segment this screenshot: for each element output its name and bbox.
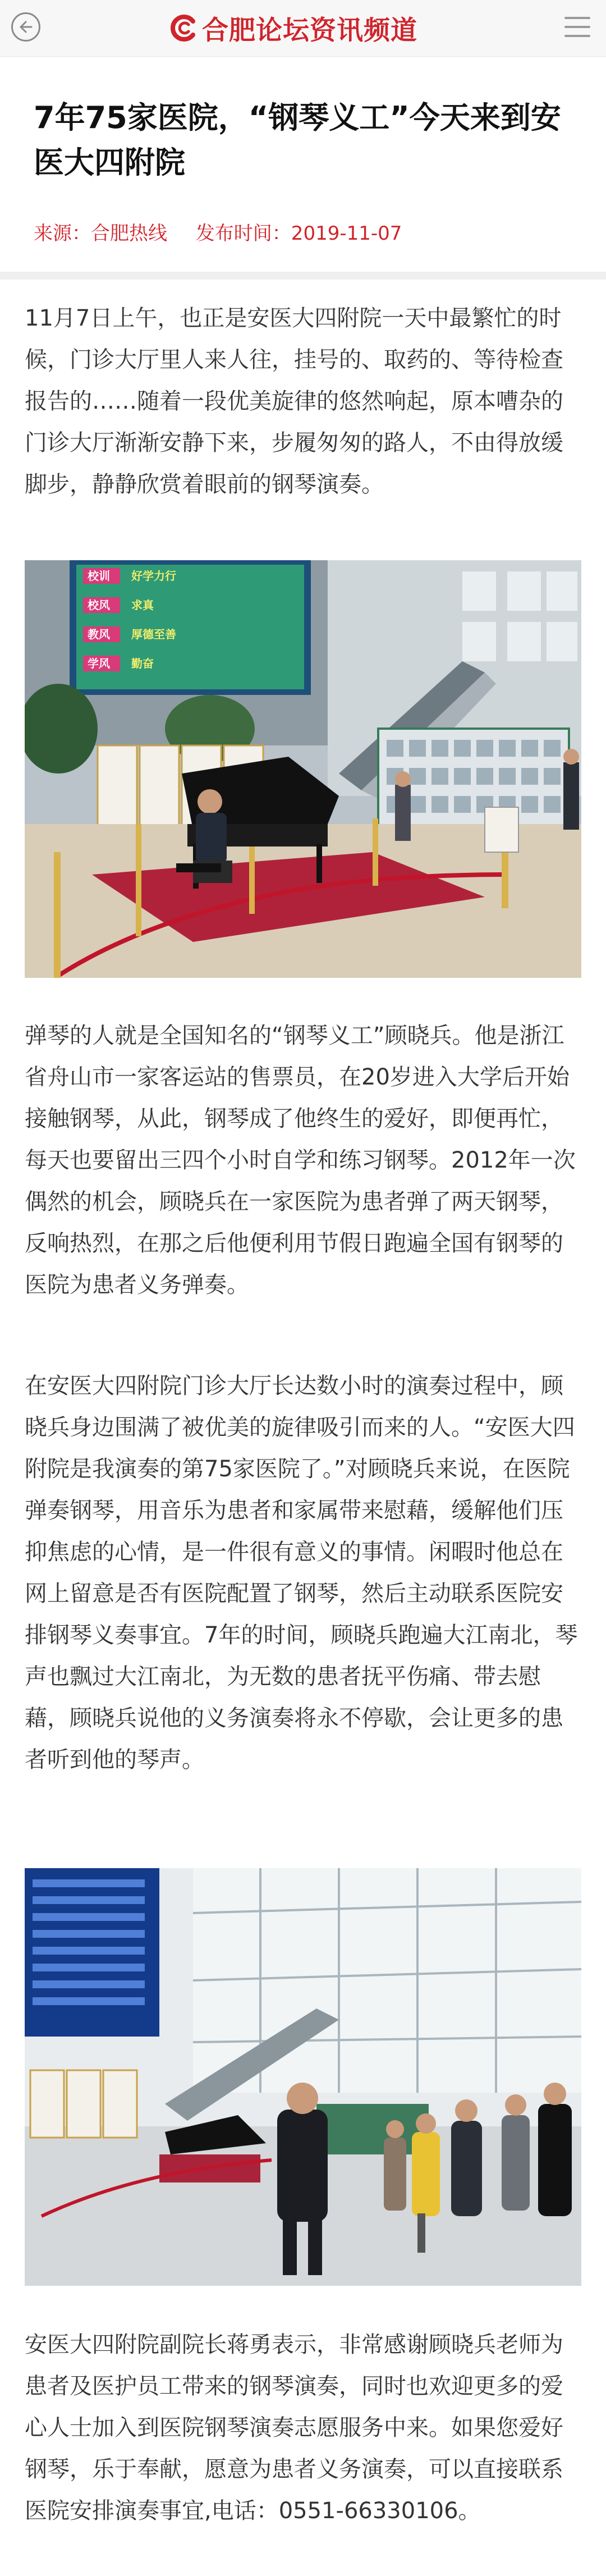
board-line-5: 教风 xyxy=(88,628,110,641)
section-divider xyxy=(0,272,606,280)
article-title: 7年75家医院，“钢琴义工”今天来到安医大四附院 xyxy=(34,100,561,180)
board-line-7: 学风 xyxy=(88,657,110,670)
article-photo-audience xyxy=(25,1868,581,2286)
article-meta xyxy=(34,218,424,245)
board-line-4: 求真 xyxy=(131,598,154,612)
article-publish-time: 发布时间：2019-11-07 xyxy=(195,222,402,245)
board-line-6: 厚德至善 xyxy=(131,628,176,641)
article-source: 来源：合肥热线 xyxy=(34,222,167,245)
article-paragraph-4: 安医大四附院副院长蒋勇表示，非常感谢顾晓兵老师为患者及医护员工带来的钢琴演奏，同时也欢迎更多的爱心人士加入到医院钢琴演奏志愿服务中来。如果您爱好钢琴，乐于奉献，愿意为患者义务演奏，可以直接联系医院安排演奏事宜,电话：0551-66330106。 xyxy=(25,2332,563,2524)
site-brand[interactable] xyxy=(169,10,417,46)
article-paragraph-3: 在安医大四附院门诊大厅长达数小时的演奏过程中，顾晓兵身边围满了被优美的旋律吸引而来的人。“安医大四附院是我演奏的第75家医院了。”对顾晓兵来说，在医院弹奏钢琴，用音乐为患者和家属带来慰藉，缓解他们压抑焦虑的心情，是一件很有意义的事情。闲暇时他总在网上留意是否有医院配置了钢琴，然后主动联系医院安排钢琴义奏事宜。7年的时间，顾晓兵跑遍大江南北，琴声也飘过大江南北，为无数的患者抚平伤痛、带去慰藉，顾晓兵说他的义务演奏将永不停歇，会让更多的患者听到他的琴声。 xyxy=(25,1373,578,1773)
board-line-8: 勤奋 xyxy=(131,657,154,670)
board-line-2: 好学力行 xyxy=(131,569,176,583)
brand-logo-icon xyxy=(169,13,199,43)
back-button[interactable] xyxy=(11,12,40,42)
article-paragraph-2: 弹琴的人就是全国知名的“钢琴义工”顾晓兵。他是浙江省舟山市一家客运站的售票员，在20岁进入大学后开始接触钢琴，从此，钢琴成了他终生的爱好，即便再忙，每天也要留出三四个小时自学和练习钢琴。2012年一次偶然的机会，顾晓兵在一家医院为患者弹了两天钢琴，反响热烈，在那之后他便利用节假日跑遍全国有钢琴的医院为患者义务弹奏。 xyxy=(25,1023,576,1298)
top-navigation-bar xyxy=(0,0,606,57)
article-paragraph-1: 11月7日上午，也正是安医大四附院一天中最繁忙的时候，门诊大厅里人来人往，挂号的、取药的、等待检查报告的……随着一段优美旋律的悠然响起，原本嘈杂的门诊大厅渐渐安静下来，步履匆匆的路人，不由得放缓脚步，静静欣赏着眼前的钢琴演奏。 xyxy=(25,305,563,497)
article-photo-pianist-lobby xyxy=(25,560,581,978)
board-line-1: 校训 xyxy=(88,569,110,583)
brand-name: 合肥论坛资讯频道 xyxy=(202,15,417,46)
hamburger-menu-icon[interactable] xyxy=(564,17,590,39)
back-arrow-icon xyxy=(19,20,33,34)
board-line-3: 校风 xyxy=(88,598,110,612)
